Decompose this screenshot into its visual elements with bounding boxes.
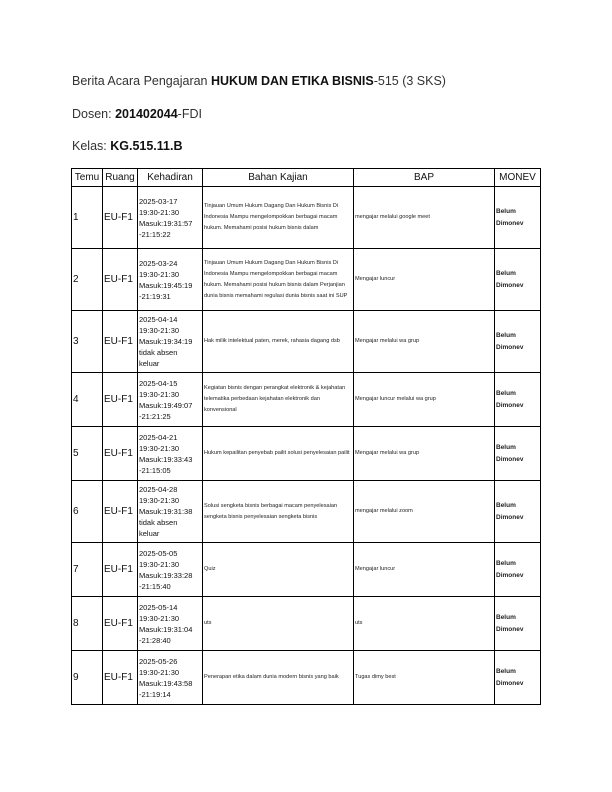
kelas-line bbox=[72, 139, 182, 153]
kehadiran-line: Masuk:19:31:04 bbox=[139, 624, 193, 634]
bap-cell: Tugas dimy best bbox=[354, 651, 495, 705]
bahan-kajian-cell: Tinjauan Umum Hukum Dagang Dan Hukum Bisnis Di Indonesia Mampu mengelompokkan berbagai macam hukum. Memahami posisi hukum bisnis dalam Perjanjian dunia bisnis memahami regulasi dunia bisnis saat ini SUP bbox=[203, 249, 354, 311]
ruang-cell: EU-F1 bbox=[103, 249, 138, 311]
temu-cell: 3 bbox=[72, 311, 103, 373]
course-code: -515 (3 SKS) bbox=[373, 74, 446, 88]
temu-cell: 4 bbox=[72, 373, 103, 427]
kehadiran-line: tidak absen bbox=[139, 348, 178, 357]
kehadiran-cell bbox=[138, 597, 203, 651]
temu-cell: 1 bbox=[72, 187, 103, 249]
kelas-value: KG.515.11.B bbox=[110, 139, 183, 153]
dosen-id: 201402044 bbox=[115, 107, 178, 121]
kehadiran-line: 2025-04-28 bbox=[139, 485, 178, 494]
monev-status: Belum Dimonev bbox=[495, 481, 541, 543]
kehadiran-line: 2025-03-17 bbox=[139, 196, 178, 206]
monev-status: Belum Dimonev bbox=[495, 597, 541, 651]
kehadiran-line: Masuk:19:31:57 bbox=[139, 218, 193, 228]
table-row bbox=[72, 543, 541, 597]
kehadiran-line: 19:30-21:30 bbox=[139, 667, 180, 677]
kehadiran-line: 2025-05-26 bbox=[139, 656, 178, 666]
temu-cell: 2 bbox=[72, 249, 103, 311]
course-name: HUKUM DAN ETIKA BISNIS bbox=[210, 74, 374, 88]
table-row bbox=[72, 373, 541, 427]
kehadiran-line: -21:15:05 bbox=[139, 465, 171, 475]
monev-status: Belum Dimonev bbox=[495, 249, 541, 311]
ruang-cell: EU-F1 bbox=[103, 373, 138, 427]
kehadiran-line: 19:30-21:30 bbox=[139, 326, 180, 335]
bahan-kajian-cell: Hukum kepailitan penyebab pailit solusi penyelesaian pailit bbox=[203, 427, 354, 481]
monev-status: Belum Dimonev bbox=[495, 427, 541, 481]
kehadiran-line: Masuk:19:33:43 bbox=[139, 454, 193, 464]
col-header-kehadiran: Kehadiran bbox=[138, 169, 203, 187]
kehadiran-line: 19:30-21:30 bbox=[139, 443, 180, 453]
kehadiran-cell bbox=[138, 481, 203, 543]
kehadiran-cell bbox=[138, 249, 203, 311]
kehadiran-line: 2025-05-14 bbox=[139, 602, 178, 612]
table-row bbox=[72, 597, 541, 651]
kehadiran-cell bbox=[138, 187, 203, 249]
monev-status: Belum Dimonev bbox=[495, 187, 541, 249]
kehadiran-line: Masuk:19:31:38 bbox=[139, 507, 193, 516]
kehadiran-line: -21:15:22 bbox=[139, 229, 171, 239]
bahan-kajian-cell: uts bbox=[203, 597, 354, 651]
temu-cell: 6 bbox=[72, 481, 103, 543]
bap-cell: Mengajar melalui wa grup bbox=[354, 311, 495, 373]
bahan-kajian-cell: Quiz bbox=[203, 543, 354, 597]
bahan-kajian-cell: Solusi sengketa bisnis berbagai macam penyelesaian sengketa bisnis penyelesaian sengketa bisnis bbox=[203, 481, 354, 543]
ruang-cell: EU-F1 bbox=[103, 543, 138, 597]
monev-status: Belum Dimonev bbox=[495, 543, 541, 597]
temu-cell: 5 bbox=[72, 427, 103, 481]
dosen-label: Dosen: bbox=[72, 107, 116, 121]
bap-cell: uts bbox=[354, 597, 495, 651]
ruang-cell: EU-F1 bbox=[103, 651, 138, 705]
kehadiran-line: -21:19:14 bbox=[139, 689, 171, 699]
kehadiran-cell bbox=[138, 427, 203, 481]
monev-status: Belum Dimonev bbox=[495, 373, 541, 427]
col-header-bap: BAP bbox=[354, 169, 495, 187]
monev-status: Belum Dimonev bbox=[495, 311, 541, 373]
temu-cell: 8 bbox=[72, 597, 103, 651]
bahan-kajian-cell: Penerapan etika dalam dunia modern bisnis yang baik bbox=[203, 651, 354, 705]
kehadiran-line: 2025-03-24 bbox=[139, 258, 178, 268]
kehadiran-line: keluar bbox=[139, 529, 160, 538]
temu-cell: 9 bbox=[72, 651, 103, 705]
ruang-cell: EU-F1 bbox=[103, 481, 138, 543]
bahan-kajian-cell: Tinjauan Umum Hukum Dagang Dan Hukum Bisnis Di Indonesia Mampu mengelompokkan berbagai macam hukum. Memahami posisi hukum bisnis dalam bbox=[203, 187, 354, 249]
kehadiran-line: 2025-04-21 bbox=[139, 432, 178, 442]
kehadiran-line: 2025-04-14 bbox=[139, 315, 178, 324]
kehadiran-line: 2025-05-05 bbox=[139, 548, 178, 558]
table-row bbox=[72, 427, 541, 481]
kehadiran-line: -21:19:31 bbox=[139, 291, 171, 301]
table-row bbox=[72, 311, 541, 373]
col-header-temu: Temu bbox=[72, 169, 103, 187]
kelas-label: Kelas: bbox=[72, 139, 111, 153]
dosen-suffix: -FDI bbox=[177, 107, 202, 121]
bahan-kajian-cell: Kegiatan bisnis dengan perangkat elektronik & kejahatan telematika perbedaan kejahatan elektronik dan konvensional bbox=[203, 373, 354, 427]
kehadiran-cell bbox=[138, 311, 203, 373]
title-prefix: Berita Acara Pengajaran bbox=[72, 74, 211, 88]
ruang-cell: EU-F1 bbox=[103, 597, 138, 651]
kehadiran-line: tidak absen bbox=[139, 518, 178, 527]
kehadiran-line: 19:30-21:30 bbox=[139, 613, 180, 623]
bap-cell: mengajar melalui google meet bbox=[354, 187, 495, 249]
kehadiran-line: 19:30-21:30 bbox=[139, 559, 180, 569]
bap-cell: mengajar melalui zoom bbox=[354, 481, 495, 543]
table-row bbox=[72, 651, 541, 705]
bap-cell: Mengajar luncur bbox=[354, 543, 495, 597]
monev-status: Belum Dimonev bbox=[495, 651, 541, 705]
table-row bbox=[72, 249, 541, 311]
page-title bbox=[72, 74, 446, 88]
kehadiran-line: 2025-04-15 bbox=[139, 378, 178, 388]
bap-cell: Mengajar luncur melalui wa grup bbox=[354, 373, 495, 427]
kehadiran-line: -21:28:40 bbox=[139, 635, 171, 645]
kehadiran-line: -21:21:25 bbox=[139, 411, 171, 421]
kehadiran-line: Masuk:19:49:07 bbox=[139, 400, 193, 410]
kehadiran-cell bbox=[138, 373, 203, 427]
kehadiran-line: Masuk:19:33:28 bbox=[139, 570, 193, 580]
ruang-cell: EU-F1 bbox=[103, 187, 138, 249]
bap-cell: Mengajar luncur bbox=[354, 249, 495, 311]
table-body bbox=[72, 187, 541, 705]
table-row bbox=[72, 481, 541, 543]
kehadiran-line: Masuk:19:45:19 bbox=[139, 280, 193, 290]
col-header-bahan-kajian: Bahan Kajian bbox=[203, 169, 354, 187]
kehadiran-cell bbox=[138, 651, 203, 705]
kehadiran-line: 19:30-21:30 bbox=[139, 207, 180, 217]
bap-cell: Mengajar melalui wa grup bbox=[354, 427, 495, 481]
kehadiran-line: keluar bbox=[139, 359, 160, 368]
kehadiran-line: Masuk:19:34:19 bbox=[139, 337, 193, 346]
ruang-cell: EU-F1 bbox=[103, 427, 138, 481]
kehadiran-line: -21:15:40 bbox=[139, 581, 171, 591]
kehadiran-line: 19:30-21:30 bbox=[139, 269, 180, 279]
kehadiran-cell bbox=[138, 543, 203, 597]
bahan-kajian-cell: Hak milik intelektual paten, merek, rahasia dagang dsb bbox=[203, 311, 354, 373]
kehadiran-line: 19:30-21:30 bbox=[139, 496, 180, 505]
table-row bbox=[72, 187, 541, 249]
temu-cell: 7 bbox=[72, 543, 103, 597]
table-header-row bbox=[72, 169, 541, 187]
col-header-ruang: Ruang bbox=[103, 169, 138, 187]
ruang-cell: EU-F1 bbox=[103, 311, 138, 373]
kehadiran-line: 19:30-21:30 bbox=[139, 389, 180, 399]
col-header-monev: MONEV bbox=[495, 169, 541, 187]
dosen-line bbox=[72, 107, 202, 121]
attendance-table bbox=[71, 168, 541, 705]
kehadiran-line: Masuk:19:43:58 bbox=[139, 678, 193, 688]
